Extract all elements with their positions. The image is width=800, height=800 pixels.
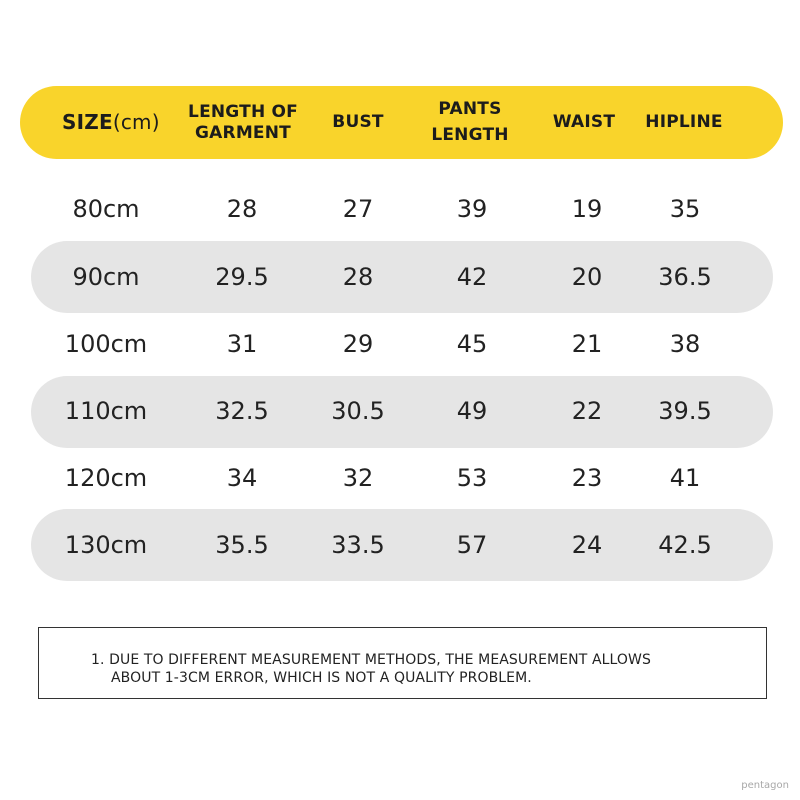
header-waist-label: WAIST: [552, 112, 616, 132]
cell-pants-length: 42: [456, 263, 488, 291]
cell-pants-length: 53: [456, 464, 488, 492]
cell-hipline: 42.5: [658, 531, 712, 559]
header-length-of-garment: [180, 86, 306, 159]
cell-waist: 21: [571, 330, 603, 358]
header-length-line2: GARMENT: [195, 122, 291, 143]
header-bust: [320, 86, 396, 159]
cell-pants-length: 57: [456, 531, 488, 559]
cell-size: 130cm: [64, 531, 148, 559]
cell-bust: 30.5: [331, 397, 385, 425]
header-size-label: SIZE: [62, 110, 113, 134]
cell-length: 28: [226, 195, 258, 223]
cell-hipline: 36.5: [658, 263, 712, 291]
cell-waist: 24: [571, 531, 603, 559]
cell-hipline: 35: [669, 195, 701, 223]
header-hipline: [640, 86, 728, 159]
cell-hipline: 41: [669, 464, 701, 492]
cell-size: 120cm: [64, 464, 148, 492]
header-waist: [540, 86, 628, 159]
header-size-unit: (cm): [112, 110, 160, 134]
cell-length: 35.5: [215, 531, 269, 559]
cell-hipline: 39.5: [658, 397, 712, 425]
cell-bust: 32: [342, 464, 374, 492]
cell-length: 34: [226, 464, 258, 492]
cell-waist: 20: [571, 263, 603, 291]
note-line-1: 1. DUE TO DIFFERENT MEASUREMENT METHODS, THE MEASUREMENT ALLOWS: [91, 652, 651, 668]
cell-length: 29.5: [215, 263, 269, 291]
cell-waist: 22: [571, 397, 603, 425]
cell-pants-length: 45: [456, 330, 488, 358]
cell-size: 90cm: [72, 263, 140, 291]
cell-size: 80cm: [72, 195, 140, 223]
header-hipline-label: HIPLINE: [645, 112, 723, 132]
cell-pants-length: 49: [456, 397, 488, 425]
cell-bust: 29: [342, 330, 374, 358]
cell-waist: 19: [571, 195, 603, 223]
cell-bust: 28: [342, 263, 374, 291]
header-size: [62, 86, 182, 159]
header-pants-length: [420, 86, 520, 159]
header-length-line1: LENGTH OF: [188, 101, 298, 122]
cell-length: 32.5: [215, 397, 269, 425]
cell-size: 100cm: [64, 330, 148, 358]
cell-waist: 23: [571, 464, 603, 492]
cell-size: 110cm: [64, 397, 148, 425]
cell-length: 31: [226, 330, 258, 358]
cell-bust: 33.5: [331, 531, 385, 559]
header-pants-line2: LENGTH: [431, 125, 509, 145]
watermark-text: pentagon: [741, 780, 789, 791]
cell-hipline: 38: [669, 330, 701, 358]
header-pants-line1: PANTS: [438, 99, 502, 119]
cell-pants-length: 39: [456, 195, 488, 223]
header-bust-label: BUST: [332, 112, 384, 132]
cell-bust: 27: [342, 195, 374, 223]
note-line-2: ABOUT 1-3CM ERROR, WHICH IS NOT A QUALITY PROBLEM.: [111, 670, 532, 686]
